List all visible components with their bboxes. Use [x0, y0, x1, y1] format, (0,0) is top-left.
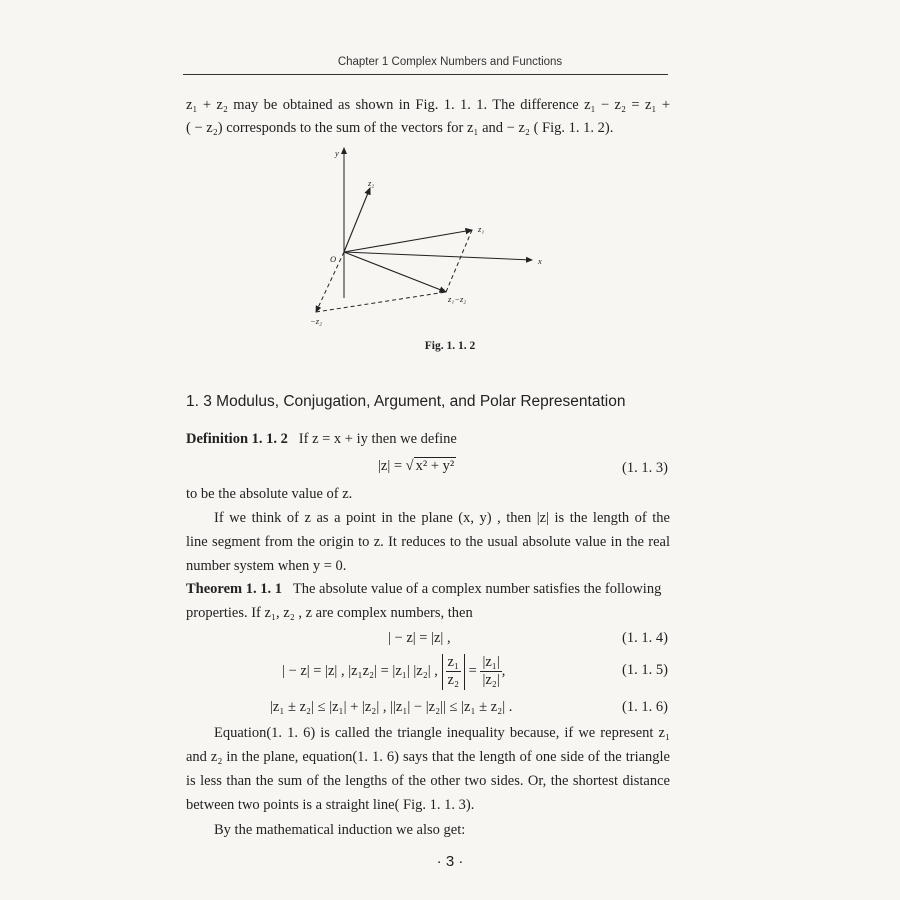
theorem-label: Theorem 1. 1. 1 — [186, 581, 282, 597]
label-neg-z2: −z₂ — [310, 316, 322, 326]
para3-line5: By the mathematical induction we also get: — [214, 822, 466, 838]
para2-line2: line segment from the origin to z. It reduces to the usual absolute value in the real — [186, 534, 670, 550]
para3-line1: Equation(1. 1. 6) is called the triangle inequality because, if we represent z₁ — [214, 725, 670, 741]
eq5-den: z₂ — [447, 672, 460, 689]
equation-1-1-6: |z₁ ± z₂| ≤ |z₁| + |z₂| , ||z₁| − |z₂|| ≤ |z₁ ± z₂| . — [270, 699, 513, 715]
definition-text: If z = x + iy then we define — [298, 431, 457, 447]
z2-vector — [344, 188, 370, 252]
eq5-right-frac — [480, 654, 501, 690]
equation-1-1-4: | − z| = |z| , — [388, 630, 451, 646]
para2-line3: number system when y = 0. — [186, 558, 347, 574]
eq5-num: z₁ — [446, 654, 462, 672]
sqrt-sign: √ — [405, 458, 414, 474]
para3-line3: is less than the sum of the lengths of the other two sides. Or, the shortest distance — [186, 773, 670, 789]
equation-1-1-5 — [282, 654, 505, 690]
definition-after: to be the absolute value of z. — [186, 486, 353, 502]
eq5-abs-frac — [442, 654, 466, 690]
dashed-edge-1 — [316, 292, 446, 312]
eq4-number: (1. 1. 4) — [622, 630, 668, 646]
theorem-line2: properties. If z₁, z₂ , z are complex numbers, then — [186, 605, 473, 621]
theorem-text1: The absolute value of a complex number satisfies the following — [292, 581, 662, 597]
label-z2: z₂ — [368, 178, 375, 188]
eq5-tail: , — [501, 663, 506, 680]
diff-vector — [344, 252, 446, 292]
eq3-radicand: x² + y² — [415, 458, 455, 474]
z1-vector — [344, 230, 472, 252]
eq3-number: (1. 1. 3) — [622, 460, 668, 476]
section-title: 1. 3 Modulus, Conjugation, Argument, and Polar Representation — [186, 393, 626, 410]
header-rule — [183, 74, 668, 75]
para2-line1: If we think of z as a point in the plane (x, y) , then |z| is the length of the — [214, 510, 670, 526]
eq5-part1: | − z| = |z| , |z₁z₂| = |z₁| |z₂| , — [282, 663, 442, 680]
definition-line — [186, 431, 457, 448]
label-origin: O — [330, 254, 337, 264]
page-number: · 3 · — [436, 853, 464, 870]
para3-line2: and z₂ in the plane, equation(1. 1. 6) says that the length of one side of the triangle — [186, 749, 670, 765]
para1-line1: z₁ + z₂ may be obtained as shown in Fig. 1. 1. 1. The difference z₁ − z₂ = z₁ + — [186, 97, 670, 113]
eq6-number: (1. 1. 6) — [622, 699, 668, 715]
para1-line2: ( − z₂) corresponds to the sum of the vectors for z₁ and − z₂ ( Fig. 1. 1. 2). — [186, 120, 614, 136]
para3-line4: between two points is a straight line( Fig. 1. 1. 3). — [186, 797, 475, 813]
eq5-rden: |z₂| — [482, 672, 500, 689]
eq3-left: |z| = — [378, 458, 406, 474]
label-y: y — [335, 148, 339, 158]
eq5-eq: = — [465, 663, 481, 680]
x-axis — [344, 252, 532, 260]
theorem-line1 — [186, 581, 672, 598]
eq5-rnum: |z₁| — [480, 654, 501, 672]
equation-1-1-3 — [378, 458, 456, 475]
label-z1: z₁ — [478, 224, 485, 234]
definition-label: Definition 1. 1. 2 — [186, 431, 288, 447]
label-x: x — [538, 256, 542, 266]
figure-caption: Fig. 1. 1. 2 — [424, 340, 476, 352]
vector-figure — [300, 140, 560, 330]
label-diff: z₁−z₂ — [448, 294, 467, 304]
eq5-number: (1. 1. 5) — [622, 662, 668, 678]
running-header: Chapter 1 Complex Numbers and Functions — [337, 56, 563, 68]
dashed-edge-2 — [446, 230, 472, 292]
